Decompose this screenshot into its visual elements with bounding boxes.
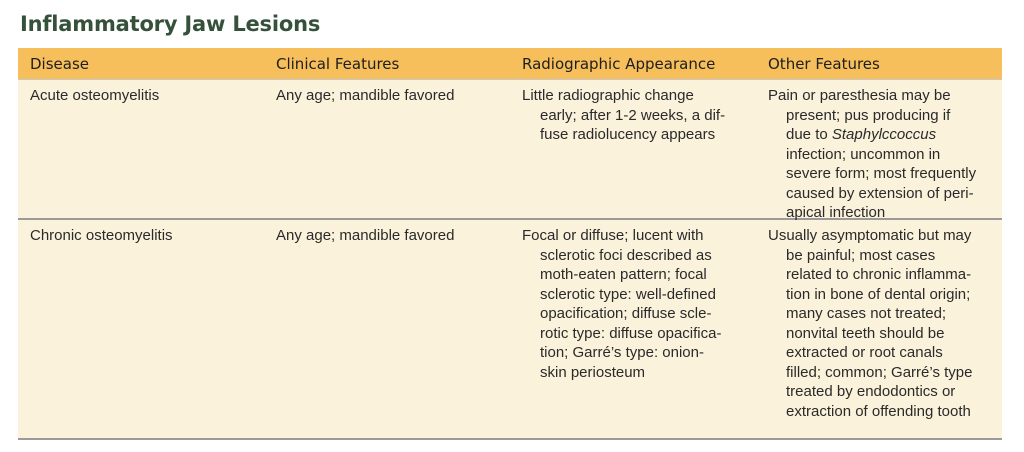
other-line: Usually asymptomatic but may: [768, 227, 972, 244]
other-line: many cases not treated;: [786, 305, 947, 322]
other-line: extracted or root canals: [786, 344, 943, 361]
radiographic-line: tion; Garré’s type: onion-: [540, 344, 704, 361]
header-other-features: Other Features: [768, 54, 880, 73]
radiographic-cell: [520, 80, 766, 218]
clinical-text: Any age; mandible favored: [276, 227, 455, 244]
other-line: caused by extension of peri-: [786, 184, 974, 202]
table-row: [18, 220, 1002, 440]
radiographic-line: fuse radiolucency appears: [540, 126, 716, 143]
other-line: Pain or paresthesia may be: [768, 87, 951, 104]
radiographic-line: early; after 1-2 weeks, a dif-: [540, 106, 726, 124]
clinical-cell: [274, 80, 520, 218]
other-line: filled; common; Garré’s type: [786, 363, 973, 381]
radiographic-line: Little radiographic change: [522, 87, 694, 104]
disease-name: Chronic osteomyelitis: [30, 227, 173, 244]
radiographic-line: opacification; diffuse scle-: [540, 305, 712, 322]
header-disease: Disease: [30, 54, 89, 73]
radiographic-line: rotic type: diffuse opacifica-: [540, 324, 722, 342]
other-line: be painful; most cases: [786, 246, 936, 264]
clinical-text: Any age; mandible favored: [276, 87, 455, 104]
disease-cell: [18, 80, 274, 218]
page-title: Inflammatory Jaw Lesions: [20, 12, 321, 36]
header-clinical-features: Clinical Features: [276, 54, 400, 73]
table-header: [18, 48, 1002, 80]
other-features-cell: [766, 80, 1002, 221]
radiographic-line: sclerotic foci described as: [540, 246, 712, 264]
organism-name: Staphylccoccus: [831, 126, 937, 143]
radiographic-cell: [520, 220, 766, 438]
other-line: treated by endodontics or: [786, 383, 956, 400]
disease-cell: [18, 220, 274, 438]
table-row: [18, 80, 1002, 220]
disease-name: Acute osteomyelitis: [30, 87, 160, 104]
other-line: infection; uncommon in: [786, 145, 941, 163]
other-features-cell: [766, 220, 1002, 438]
other-line: apical infection: [786, 204, 886, 221]
other-line: related to chronic inflamma-: [786, 266, 972, 283]
other-line: tion in bone of dental origin;: [786, 285, 971, 303]
other-line: extraction of offending tooth: [786, 402, 971, 420]
lesions-table: [18, 48, 1002, 440]
other-line: severe form; most frequently: [786, 165, 977, 182]
radiographic-line: moth-eaten pattern; focal: [540, 266, 707, 283]
radiographic-line: skin periosteum: [540, 363, 646, 381]
other-line: [768, 125, 1002, 145]
other-text: due to: [786, 126, 832, 143]
other-line: nonvital teeth should be: [786, 324, 945, 342]
radiographic-line: Focal or diffuse; lucent with: [522, 227, 704, 244]
other-line: present; pus producing if: [786, 106, 951, 124]
header-radiographic-appearance: Radiographic Appearance: [522, 54, 716, 73]
radiographic-line: sclerotic type: well-defined: [540, 285, 716, 303]
clinical-cell: [274, 220, 520, 438]
